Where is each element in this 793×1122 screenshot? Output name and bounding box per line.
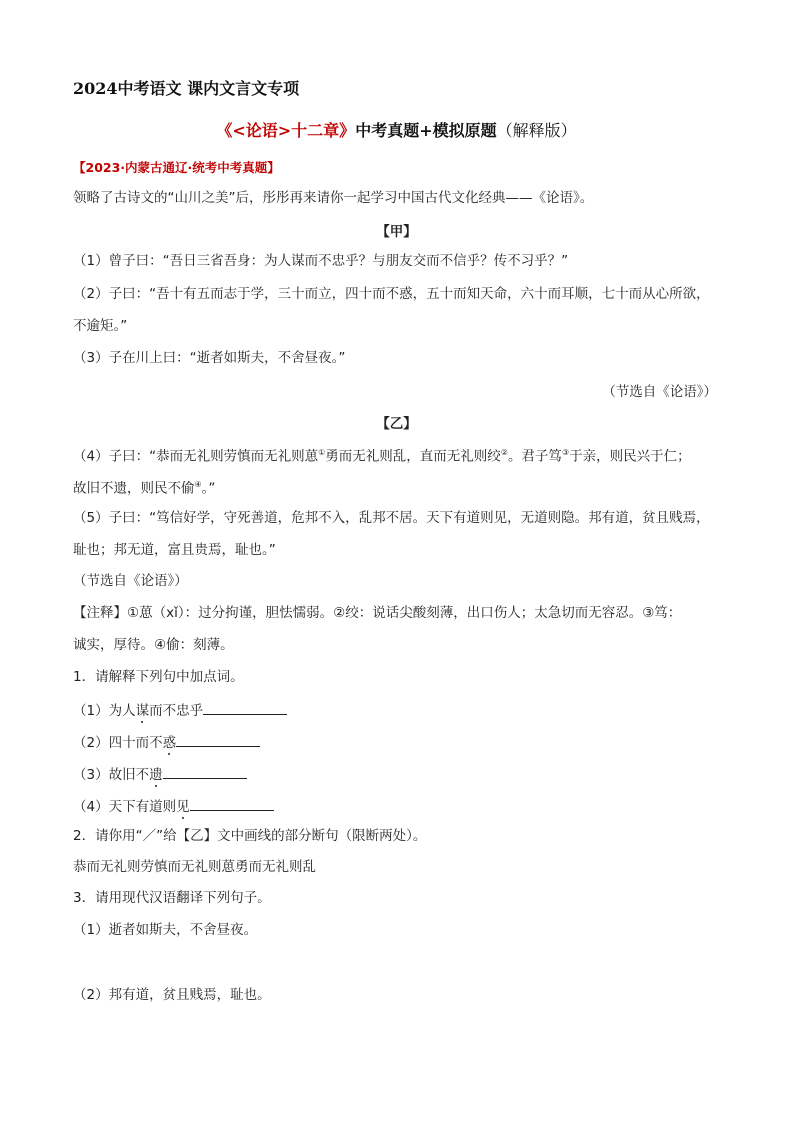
passage-5b: 耻也；邦无道，富且贵焉，耻也。” bbox=[73, 542, 276, 558]
question-2-prompt: 2．请你用“／”给【乙】文中画线的部分断句（限断两处）。 bbox=[73, 828, 427, 844]
notes-line-1: 【注释】①葸（xǐ）：过分拘谨，胆怯懦弱。②绞：说话尖酸刻薄，出口伤人；太急切而无容忍。③笃： bbox=[73, 605, 682, 621]
subtitle-red: 《<论语>十二章》 bbox=[216, 121, 356, 140]
passage-2a: （2）子曰：“吾十有五而志于学，三十而立，四十而不惑，五十而知天命，六十而耳顺，七十而从心所欲， bbox=[73, 286, 710, 302]
q1-item-4-dotted-word: 见 bbox=[176, 799, 190, 815]
section-yi-heading: 【乙】 bbox=[376, 416, 417, 432]
subtitle-normal: （解释版） bbox=[496, 121, 577, 140]
section-jia-heading: 【甲】 bbox=[376, 224, 417, 240]
q1-item-1-pre: （1）为人 bbox=[73, 703, 136, 719]
question-2-text: 恭而无礼则劳慎而无礼则葸勇而无礼则乱 bbox=[73, 859, 316, 875]
q1-item-3-pre: （3）故旧不 bbox=[73, 767, 150, 783]
question-1-prompt: 1．请解释下列句中加点词。 bbox=[73, 669, 244, 685]
question-1-item-2 bbox=[73, 732, 260, 752]
question-1-item-3 bbox=[73, 764, 247, 784]
answer-blank-2[interactable] bbox=[176, 732, 260, 747]
passage-4a-part3: 。君子笃 bbox=[507, 448, 562, 465]
footnote-mark-1: ① bbox=[318, 448, 326, 457]
page-title: 2024中考语文 课内文言文专项 bbox=[73, 79, 300, 98]
intro-text: 领略了古诗文的“山川之美”后，彤彤再来请你一起学习中国古代文化经典——《论语》。 bbox=[73, 190, 594, 206]
passage-4a bbox=[73, 444, 691, 466]
answer-blank-4[interactable] bbox=[190, 796, 274, 811]
q1-item-2-pre: （2）四十而不 bbox=[73, 735, 163, 751]
passage-4b-part2: 。” bbox=[201, 480, 216, 497]
passage-3: （3）子在川上曰：“逝者如斯夫，不舍昼夜。” bbox=[73, 350, 346, 366]
passage-1: （1）曾子曰：“吾日三省吾身：为人谋而不忠乎？与朋友交而不信乎？传不习乎？” bbox=[73, 253, 569, 269]
q1-item-1-dotted-word: 谋 bbox=[135, 703, 150, 719]
passage-5a: （5）子曰：“笃信好学，守死善道，危邦不入，乱邦不居。天下有道则见，无道则隐。邦有道，贫且贱焉， bbox=[73, 510, 710, 526]
question-3-prompt: 3．请用现代汉语翻译下列句子。 bbox=[73, 890, 271, 906]
section-jia-source: （节选自《论语》） bbox=[602, 384, 717, 400]
section-yi-source: （节选自《论语》） bbox=[73, 573, 188, 589]
footnote-mark-3: ③ bbox=[561, 448, 570, 457]
passage-4b-part1: 故旧不遗，则民不偷 bbox=[73, 480, 195, 497]
answer-blank-3[interactable] bbox=[163, 764, 247, 779]
passage-4a-part1: （4）子曰：“恭而无礼则劳慎而无礼则葸 bbox=[73, 448, 319, 465]
q1-item-1-post: 而不忠乎 bbox=[149, 703, 204, 719]
subtitle-bold: 中考真题+模拟原题 bbox=[355, 121, 497, 140]
question-3-item-2: （2）邦有道，贫且贱焉，耻也。 bbox=[73, 987, 271, 1003]
notes-line-2: 诚实，厚待。④偷：刻薄。 bbox=[73, 637, 234, 653]
passage-4b bbox=[73, 476, 215, 498]
question-1-item-1 bbox=[73, 700, 287, 720]
source-tag: 【2023·内蒙古通辽·统考中考真题】 bbox=[73, 160, 280, 175]
page-subtitle bbox=[0, 118, 793, 141]
passage-4a-part4: 于亲，则民兴于仁； bbox=[569, 448, 691, 465]
q1-item-3-dotted-word: 遗 bbox=[149, 767, 163, 783]
q1-item-4-pre: （4）天下有道则 bbox=[73, 799, 177, 815]
question-1-item-4 bbox=[73, 796, 274, 816]
footnote-mark-2: ② bbox=[500, 448, 508, 457]
passage-2b: 不逾矩。” bbox=[73, 318, 128, 334]
passage-4a-part2: 勇而无礼则乱，直而无礼则绞 bbox=[325, 448, 501, 465]
footnote-mark-4: ④ bbox=[194, 480, 202, 489]
q1-item-2-dotted-word: 惑 bbox=[162, 735, 177, 751]
answer-blank-1[interactable] bbox=[203, 700, 287, 715]
question-3-item-1: （1）逝者如斯夫，不舍昼夜。 bbox=[73, 922, 258, 938]
